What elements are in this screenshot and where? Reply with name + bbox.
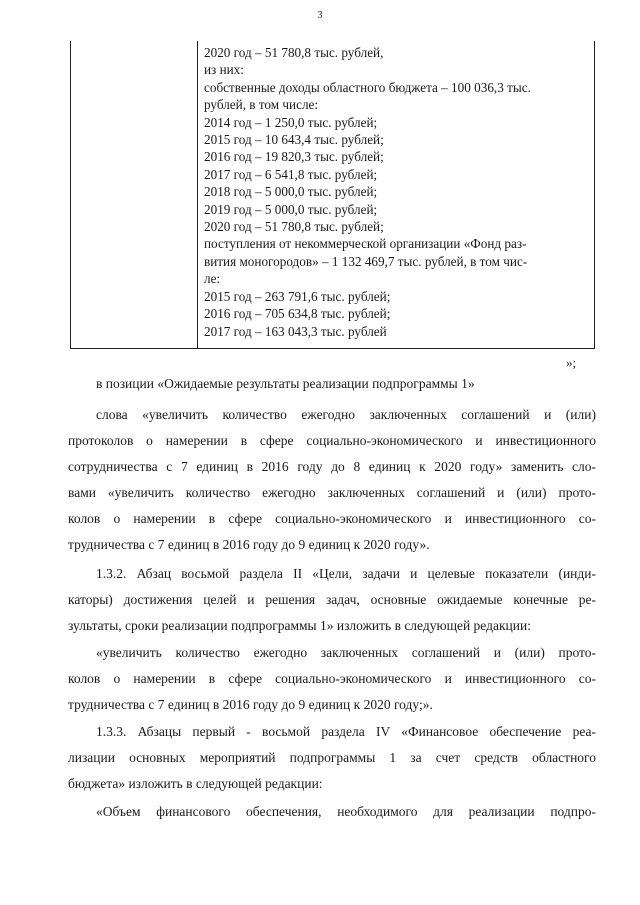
table-line: 2017 год – 6 541,8 тыс. рублей; [204,166,378,182]
paragraph-line: вами «увеличить количество ежегодно заключенных соглашений и (или) прото- [68,485,596,500]
table-line: поступления от некоммерческой организации «Фонд раз- [204,236,527,252]
paragraph-funding-volume [68,799,596,825]
table-line: ле: [204,271,221,287]
paragraph-line: трудничества с 7 единиц в 2016 году до 9 единиц к 2020 году;». [68,697,433,712]
table-line: 2016 год – 705 634,8 тыс. рублей; [204,306,391,322]
table-line: 2019 год – 5 000,0 тыс. рублей; [204,201,378,217]
paragraph-line: трудничества с 7 единиц в 2016 году до 9 единиц к 2020 году». [68,537,430,552]
paragraph-line: 1.3.2. Абзац восьмой раздела II «Цели, задачи и целевые показатели (инди- [96,566,596,581]
paragraph-line: в позиции «Ожидаемые результаты реализации подпрограммы 1» [96,376,475,391]
paragraph-line: колов о намерении в сфере социально-экономического и инвестиционного со- [68,671,596,686]
table-line: рублей, в том числе: [204,97,319,113]
paragraph-section-1-3-2 [68,561,596,639]
table-line: из них: [204,62,244,78]
paragraph-line: слова «увеличить количество ежегодно заключенных соглашений и (или) [96,407,596,422]
table-closing-quote: »; [566,355,577,370]
table-line: 2015 год – 263 791,6 тыс. рублей; [204,288,391,304]
paragraph-line: 1.3.3. Абзацы первый - восьмой раздела IV «Финансовое обеспечение реа- [96,724,596,739]
paragraph-section-1-3-3 [68,719,596,797]
table-line: 2018 год – 5 000,0 тыс. рублей; [204,184,378,200]
paragraph-line: зультаты, сроки реализации подпрограммы 1» изложить в следующей редакции: [68,618,531,633]
table-column-divider [197,41,198,348]
paragraph-line: каторы) достижения целей и решения задач, основные ожидаемые конечные ре- [68,592,596,607]
table-line: 2016 год – 19 820,3 тыс. рублей; [204,149,384,165]
paragraph-line: бюджета» изложить в следующей редакции: [68,776,323,791]
table-line: 2017 год – 163 043,3 тыс. рублей [204,323,387,339]
paragraph-line: сотрудничества с 7 единиц в 2016 году до 8 единиц к 2020 году» заменить сло- [68,459,596,474]
page-number: 3 [317,10,323,21]
table-line: 2014 год – 1 250,0 тыс. рублей; [204,114,378,130]
paragraph-line: «Объем финансового обеспечения, необходимого для реализации подпро- [96,804,596,819]
table-line: 2020 год – 51 780,8 тыс. рублей, [204,45,384,60]
paragraph-line: колов о намерении в сфере социально-экономического и инвестиционного со- [68,511,596,526]
paragraph-replace-words [68,402,596,558]
table-line: 2015 год – 10 643,4 тыс. рублей; [204,132,384,148]
paragraph-line: лизации основных мероприятий подпрограммы 1 за счет средств областного [68,750,596,765]
paragraph-position-heading [96,371,596,397]
table-line: 2020 год – 51 780,8 тыс. рублей; [204,219,384,235]
table-right-cell [204,44,592,340]
table-line: вития моногородов» – 1 132 469,7 тыс. рублей, в том чис- [204,253,528,269]
paragraph-line: протоколов о намерении в сфере социально-экономического и инвестиционного [68,433,596,448]
paragraph-new-wording [68,640,596,718]
paragraph-line: «увеличить количество ежегодно заключенных соглашений и (или) прото- [96,645,596,660]
table [70,41,595,349]
table-line: собственные доходы областного бюджета – 100 036,3 тыс. [204,79,531,95]
